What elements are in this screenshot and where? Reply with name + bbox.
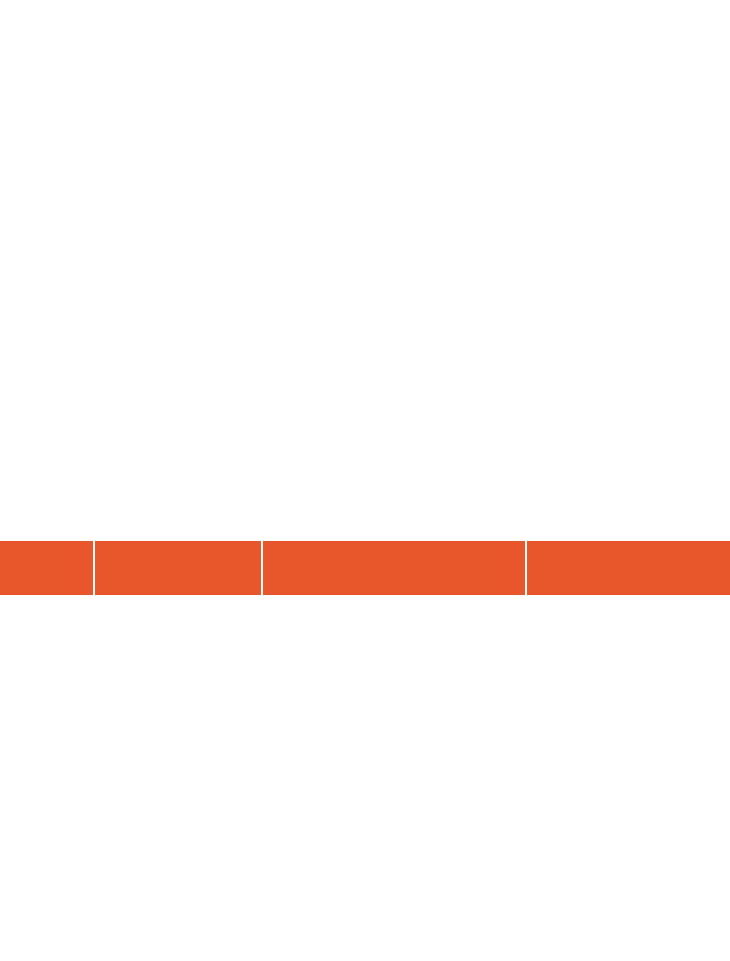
table-header (0, 541, 730, 595)
header-grammar (527, 541, 730, 595)
header-reading (95, 541, 263, 595)
header-unit (0, 541, 95, 595)
header-vocabulary (263, 541, 527, 595)
